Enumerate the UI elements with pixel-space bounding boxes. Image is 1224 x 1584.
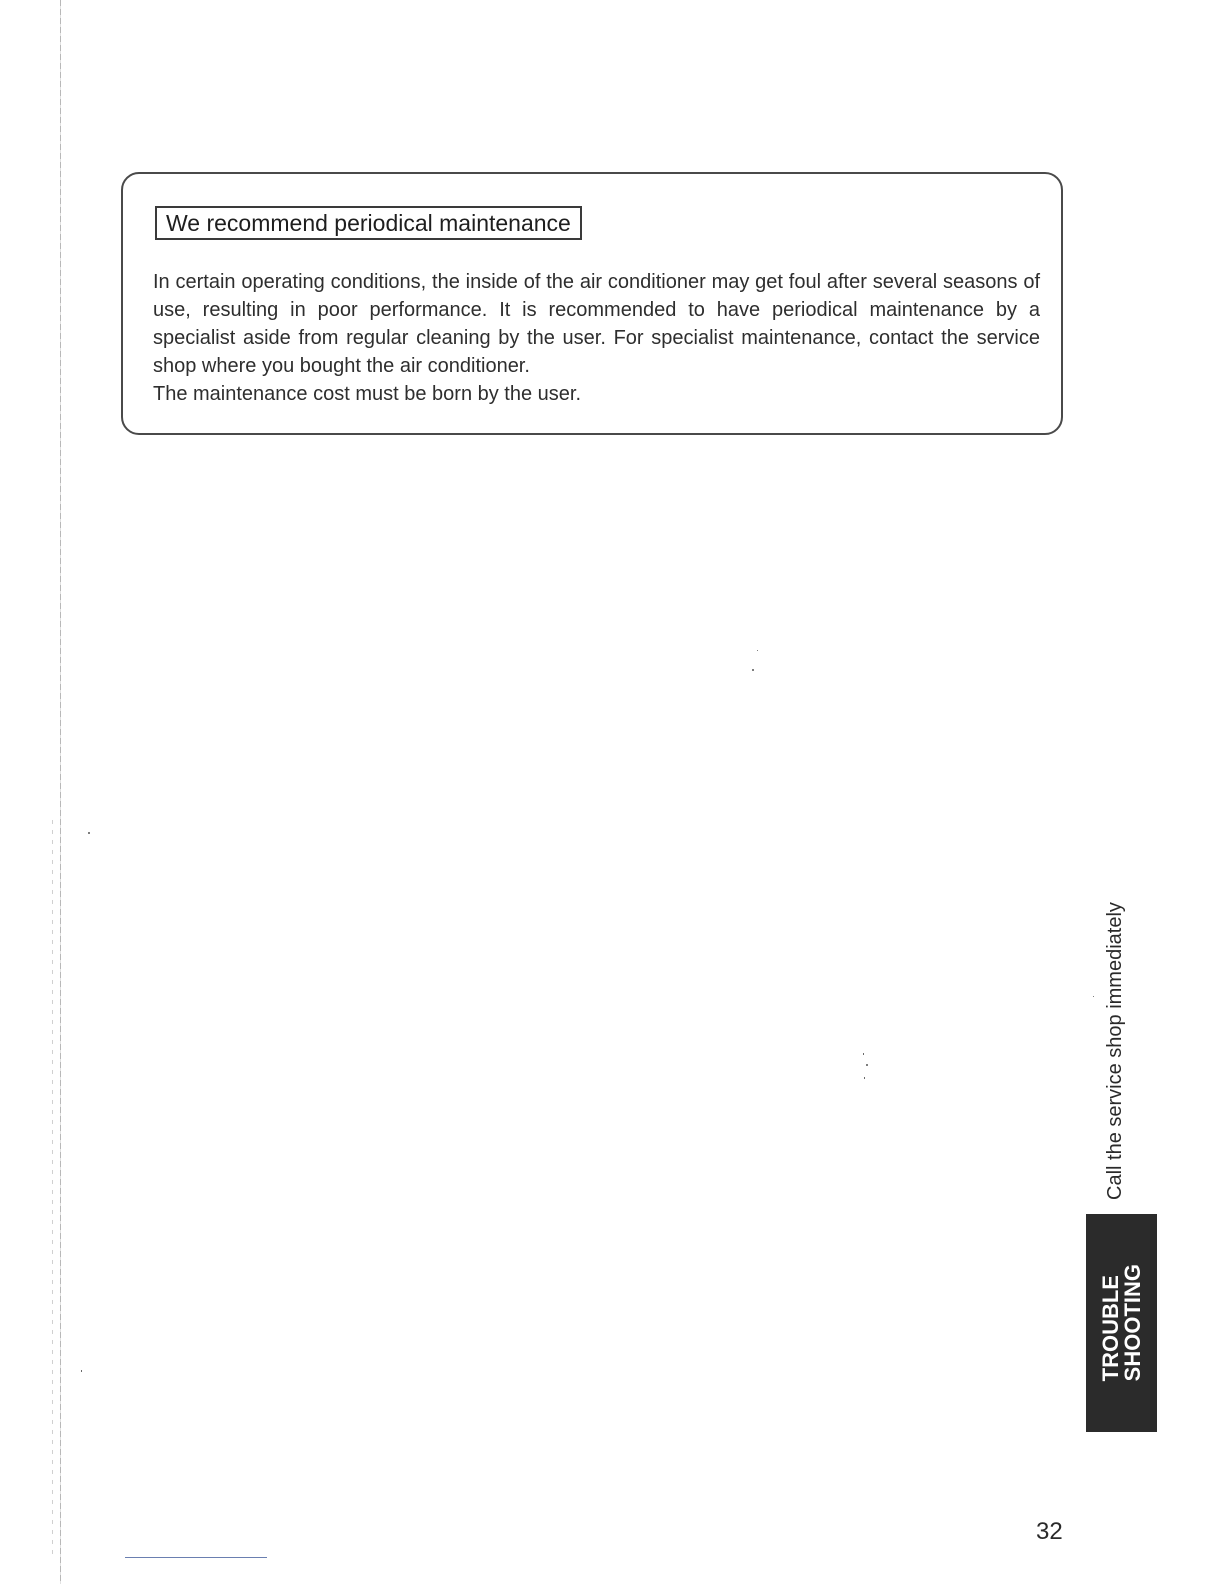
notice-cost-note: The maintenance cost must be born by the user. — [153, 383, 582, 405]
scan-speck — [81, 1370, 82, 1372]
section-tab-label: TROUBLE SHOOTING — [1097, 1264, 1145, 1382]
bottom-rule — [125, 1557, 267, 1558]
scan-speck — [863, 1053, 864, 1055]
notice-paragraph: In certain operating conditions, the inside of the air conditioner may get foul after several seasons of use, resulting in poor performance. It is recommended to have periodical maintenance by a specialist aside from regular cleaning by the user. For specialist maintenance, contact the service shop where you bought the air conditioner. — [153, 271, 1040, 377]
scan-speck — [88, 832, 90, 834]
section-tab — [1086, 1214, 1157, 1432]
notice-body — [153, 268, 1040, 408]
notice-title: We recommend periodical maintenance — [155, 206, 582, 240]
binding-edge-line — [60, 0, 61, 1584]
scan-speck — [864, 1077, 865, 1079]
scan-speck — [866, 1064, 868, 1066]
scan-speck — [1093, 996, 1094, 997]
binding-edge-line-secondary — [52, 820, 53, 1560]
page-number: 32 — [1036, 1518, 1063, 1545]
scan-speck — [757, 650, 758, 651]
scan-speck — [752, 669, 754, 671]
side-caption: Call the service shop immediately — [1104, 902, 1126, 1200]
